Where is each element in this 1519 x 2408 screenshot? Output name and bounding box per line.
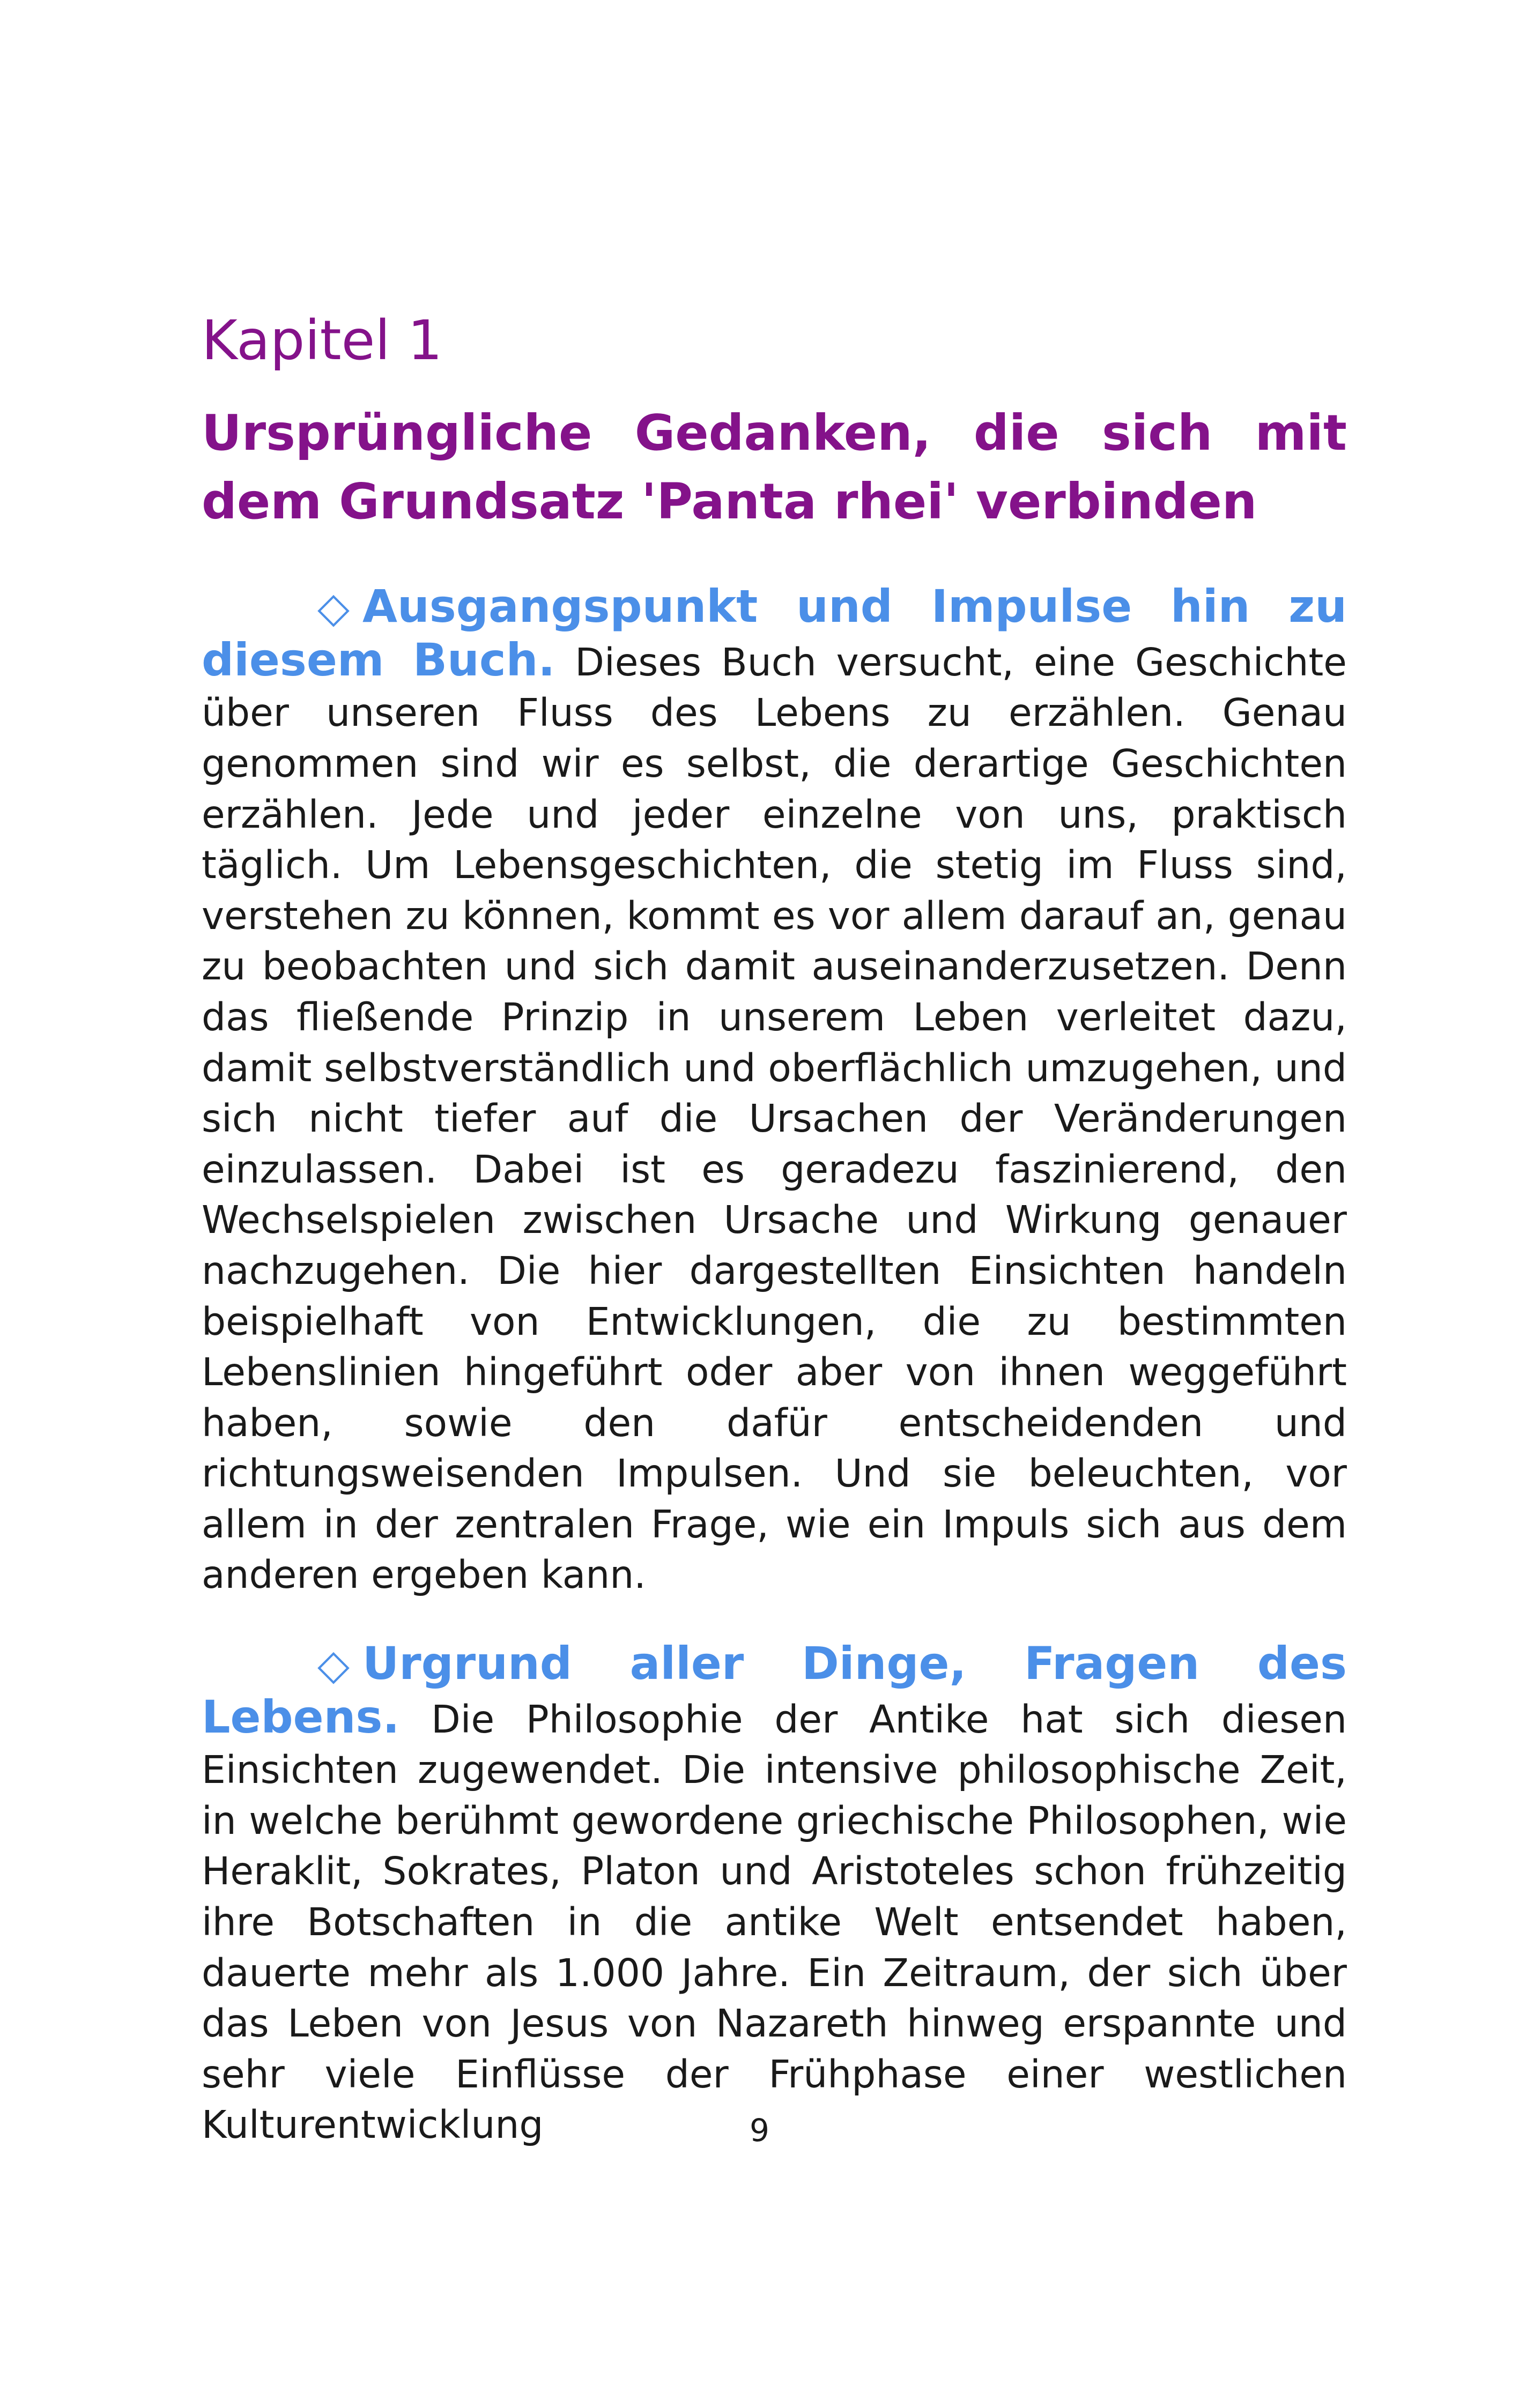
section-heading-1: Ausgangspunkt und Impulse hin zu diesem Buch. <box>202 580 1347 686</box>
page-content <box>202 311 1347 2151</box>
section-heading-2: Urgrund aller Dinge, Fragen des Lebens. <box>202 1637 1347 1743</box>
section-paragraph-1 <box>202 581 1347 1601</box>
section-body-2: Die Philosophie der Antike hat sich diesen Einsichten zugewendet. Die intensive philosophische Zeit, in welche berühmt gewordene griechische Philosophen, wie Heraklit, Sokrates, Platon und Aristoteles schon frühzeitig ihre Botschaften in die antike Welt entsendet haben, dauerte mehr als 1.000 Jahre. Ein Zeitraum, der sich über das Leben von Jesus von Nazareth hinweg erspannte und sehr viele Einflüsse der Frühphase einer westlichen Kulturentwicklung <box>202 1697 1347 2147</box>
section-paragraph-2 <box>202 1638 1347 2151</box>
diamond-outline-icon: ◇ <box>317 584 350 633</box>
page-number: 9 <box>750 2112 769 2149</box>
section-body-1: Dieses Buch versucht, eine Geschichte über unseren Fluss des Lebens zu erzählen. Genau genommen sind wir es selbst, die derartige Geschichten erzählen. Jede und jeder einzelne von uns, praktisch täglich. Um Lebensgeschichten, die stetig im Fluss sind, verstehen zu können, kommt es vor allem darauf an, genau zu beobachten und sich damit auseinanderzusetzen. Denn das fließende Prinzip in unserem Leben verleitet dazu, damit selbstverständlich und oberflächlich umzugehen, und sich nicht tiefer auf die Ursachen der Veränderungen einzulassen. Dabei ist es geradezu faszinierend, den Wechselspielen zwischen Ursache und Wirkung genauer nachzugehen. Die hier dargestellten Einsichten handeln beispielhaft von Entwicklungen, die zu bestimmten Lebenslinien hingeführt oder aber von ihnen weggeführt haben, sowie den dafür entscheidenden und richtungsweisenden Impulsen. Und sie beleuchten, vor allem in der zentralen Frage, wie ein Impuls sich aus dem anderen ergeben kann. <box>202 640 1347 1597</box>
chapter-title: Ursprüngliche Gedanken, die sich mit dem Grundsatz 'Panta rhei' verbinden <box>202 404 1347 531</box>
diamond-outline-icon: ◇ <box>317 1641 350 1690</box>
chapter-label: Kapitel 1 <box>202 309 443 373</box>
